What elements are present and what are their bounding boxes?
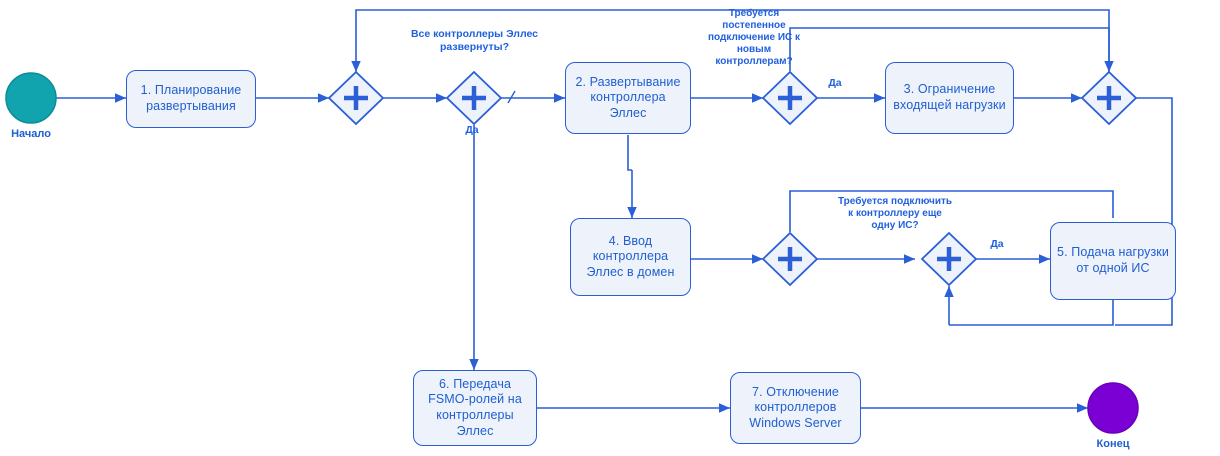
task-7-label: 7. Отключение контроллеров Windows Server xyxy=(749,384,842,430)
end-event-label: Конец xyxy=(1096,438,1130,450)
start-event-label: Начало xyxy=(11,128,51,140)
task-1-label: 1. Планирование развертывания xyxy=(140,83,242,113)
gateway-3-label: Требуется постепенное подключение ИС к новым контроллерам? xyxy=(707,8,801,67)
task-6-transfer-fsmo-roles[interactable] xyxy=(413,370,537,446)
gateway-6-label: Требуется подключить к контроллеру еще одну ИС? xyxy=(837,196,953,231)
flow-label-yes-3: Да xyxy=(990,238,1004,250)
task-1-planning[interactable] xyxy=(126,70,256,128)
task-7-shutdown-windows-server[interactable] xyxy=(730,372,861,444)
task-2-deploy-controller[interactable] xyxy=(565,62,691,134)
task-5-single-is-load[interactable] xyxy=(1050,222,1176,300)
task-2-label: 2. Развертывание контроллера Эллес xyxy=(575,74,681,120)
task-6-label: 6. Передача FSMO-ролей на контроллеры Эллес xyxy=(428,376,522,438)
task-5-label: 5. Подача нагрузки от одной ИС xyxy=(1057,245,1169,275)
task-3-limit-incoming-load[interactable] xyxy=(885,62,1014,134)
flow-label-yes-1: Да xyxy=(465,124,479,136)
flow-label-yes-2: Да xyxy=(828,77,842,89)
task-3-label: 3. Ограничение входящей нагрузки xyxy=(893,82,1006,112)
task-4-join-domain[interactable] xyxy=(570,218,691,296)
end-event-shape xyxy=(1088,383,1138,433)
gateway-2-label: Все контроллеры Эллес развернуты? xyxy=(410,28,539,53)
task-4-label: 4. Ввод контроллера Эллес в домен xyxy=(586,233,675,279)
start-event-shape xyxy=(6,73,56,123)
